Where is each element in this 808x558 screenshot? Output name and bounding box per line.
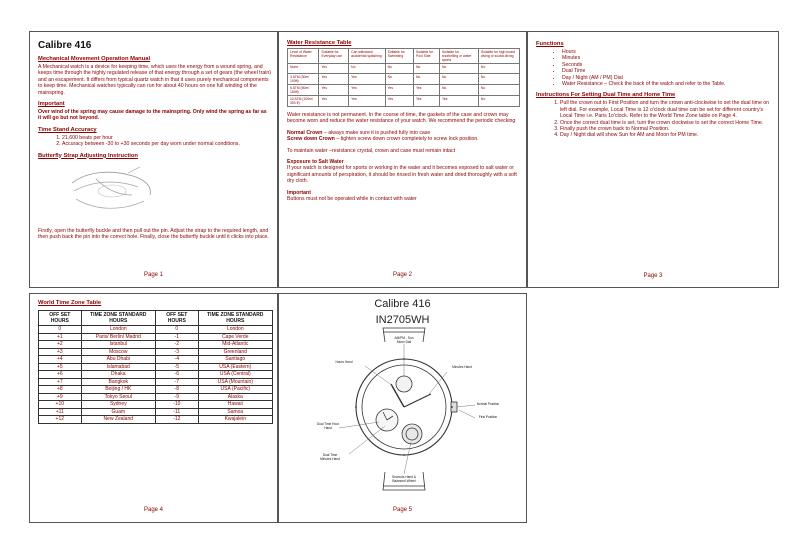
table-cell: Dhaka (81, 371, 155, 379)
table-cell: +12 (39, 416, 82, 424)
table-cell: London (81, 326, 155, 334)
normal-crown-text: – always make sure it is pushed fully into case (322, 129, 431, 136)
strap-heading: Butterfly Strap Adjusting Instruction (38, 152, 138, 159)
table-cell: Moscow (81, 348, 155, 356)
table-cell: Yes (319, 96, 349, 107)
list-item: 1. 21,600 beats per hour (62, 135, 271, 141)
table-cell: Bangkok (81, 378, 155, 386)
table-cell: -11 (155, 408, 198, 416)
table-cell: 3 ATM (30m/ 100ft) (288, 74, 319, 85)
functions-list (536, 49, 772, 87)
page-number: Page 5 (392, 507, 413, 513)
table-cell: -3 (155, 348, 198, 356)
list-item: 3. Finally push the crown back to Normal Position. (560, 126, 772, 132)
table-cell: +2 (39, 341, 82, 349)
table-cell: -2 (155, 341, 198, 349)
table-cell: +1 (39, 333, 82, 341)
table-row (39, 356, 273, 364)
list-item: • Water Resistance – Check the back of the watch and refer to the Table. (562, 81, 772, 87)
page-2 (278, 31, 527, 288)
table-header: OFF SET HOURS (155, 311, 198, 326)
table-cell: No (385, 64, 413, 74)
table-header: TIME ZONE STANDARD HOURS (81, 311, 155, 326)
water-resistance-table (287, 48, 520, 107)
list-item: 2. Accuracy between -30 to +30 seconds per day worn under normal conditions. (62, 141, 271, 147)
table-cell: 0 (39, 326, 82, 334)
table-cell: No (439, 85, 478, 96)
table-header: Suitable for high board diving or scuba diving (478, 49, 519, 64)
table-cell: -9 (155, 393, 198, 401)
table-cell: No (439, 74, 478, 85)
table-cell: Sydney (81, 401, 155, 409)
important-text: Over wind of the spring may cause damage to the mainspring. Only wind the spring as far as it will go but not beyond. (38, 109, 267, 122)
page-number: Page 3 (643, 273, 663, 279)
table-row (39, 386, 273, 394)
table-header: OFF SET HOURS (39, 311, 82, 326)
seconds-hand-label: Seconds Hand & Balanced Wheel (392, 475, 416, 483)
table-row (39, 363, 273, 371)
table-header: TIME ZONE STANDARD HOURS (198, 311, 272, 326)
mechanical-heading: Mechanical Movement Operation Manual (38, 56, 151, 62)
time-stand-heading: Time Stand Accuracy (38, 126, 97, 133)
page-4 (29, 293, 278, 523)
screw-crown-line (287, 136, 520, 142)
table-cell: Yes (413, 85, 439, 96)
list-item: 1. Pull the crown out to First Position and turn the crown anti-clockwise to set the dual time on left dial. For example, Local Time is 12 o'clock dual time can be set for different country's Local Time i.e. Paris 1o'clock. Refer to the World Time Zone table on Page 4. (560, 100, 772, 119)
table-cell: +4 (39, 356, 82, 364)
list-item: • Seconds (562, 62, 772, 68)
salt-water-text: If your watch is designed for sports or working in the water and it becomes exposed to salt water or significant amounts of perspiration, it should be rinsed in fresh water and dried thoroughly with a soft dry cloth. (287, 165, 517, 185)
table-row (39, 348, 273, 356)
table-cell: No (478, 64, 519, 74)
important-text: Buttons must not be operated while in contact with water (287, 196, 417, 203)
list-item: 4. Day / Night dial will show Sun for AM and Moon for PM time. (560, 132, 772, 138)
table-cell: Alaska (198, 393, 272, 401)
table-cell: Mid-Atlantic (198, 341, 272, 349)
salt-water-heading: Exposure to Salt Water (287, 159, 344, 166)
watch-diagram (279, 324, 528, 494)
table-cell: +5 (39, 363, 82, 371)
table-header: Suitable for Pool Side (413, 49, 439, 64)
list-item: 2. Once the correct dual time is set, turn the crown clockwise to set the correct Home Time. (560, 120, 772, 126)
table-cell: Paris/ Berlin/ Madrid (81, 333, 155, 341)
table-row (39, 341, 273, 349)
functions-heading: Functions (536, 41, 564, 47)
table-header: Suitable for Swimming (385, 49, 413, 64)
mechanical-text: A Mechanical watch is a device for keeping time, which uses the energy from a wound spring, and keeps time through the highly regulated release of that energy through a set of gears (the wheel train) and an escapement. It differs from typical quartz watch in that it uses purely mechanical components to keep time. Mechanical watches typically can run for about 40 hours on one full winding of the mainspring. (38, 64, 272, 96)
normal-position-label: Normal Position (476, 402, 500, 406)
table-cell: No (349, 64, 385, 74)
table-cell: -6 (155, 371, 198, 379)
screw-crown-label: Screw down Crown (287, 136, 335, 143)
table-cell: USA (Central) (198, 371, 272, 379)
table-cell: -4 (155, 356, 198, 364)
table-cell: +11 (39, 408, 82, 416)
table-cell: 5 ATM (50m/ 150ft) (288, 85, 319, 96)
minutes-hand-label: Minutes Hand (452, 365, 472, 369)
dual-time-hour-label: Dual Time Hour Hand (316, 422, 340, 430)
dual-time-minutes-label: Dual Time Minutes Hand (320, 453, 340, 461)
page-3 (527, 31, 779, 288)
table-header: Suitable for Everyday use (319, 49, 349, 64)
table-cell: -5 (155, 363, 198, 371)
list-item: • Hours (562, 49, 772, 55)
page-number: Page 2 (392, 272, 413, 278)
table-cell: Yes (439, 96, 478, 107)
hours-hand-label: Hours Hand (335, 360, 353, 364)
ampm-dial-label: AM/PM - Sun Moon Dial (394, 336, 414, 344)
table-cell: Abu Dhabi (81, 356, 155, 364)
table-cell: +7 (39, 378, 82, 386)
table-cell: Yes (349, 74, 385, 85)
table-cell: Yes (413, 96, 439, 107)
table-cell: Hawaii (198, 401, 272, 409)
table-cell: 0 (155, 326, 198, 334)
table-row (39, 393, 273, 401)
table-cell: -8 (155, 386, 198, 394)
butterfly-strap-illustration (66, 165, 156, 217)
table-row (288, 96, 520, 107)
table-cell: Tokyo Seoul (81, 393, 155, 401)
time-stand-list (38, 135, 271, 148)
world-time-heading: World Time Zone Table (38, 300, 102, 306)
table-cell: Beijing / HK (81, 386, 155, 394)
table-cell: +9 (39, 393, 82, 401)
important-heading: Important (38, 101, 65, 108)
table-cell: Yes (319, 85, 349, 96)
table-cell: USA (Mountain) (198, 378, 272, 386)
table-cell: Yes (385, 85, 413, 96)
strap-text: Firstly, open the butterfly buckle and then pull out the pin. Adjust the strap to the required length, and then push back the pin into the correct hole. Finally, close the butterfly buckle until it clicks into place. (38, 227, 269, 241)
watch-title: Calibre 416 (374, 298, 431, 310)
table-cell: USA (Pacific) (198, 386, 272, 394)
table-header: Suitable for snorkelling or water sports (439, 49, 478, 64)
table-cell: 10 ATM (100m/ 300 ft) (288, 96, 319, 107)
table-cell: Yes (349, 96, 385, 107)
table-row (39, 371, 273, 379)
world-time-zone-table (38, 310, 273, 424)
list-item: • Minutes (562, 55, 772, 61)
table-cell: Santiago (198, 356, 272, 364)
table-cell: No (413, 64, 439, 74)
table-cell: +8 (39, 386, 82, 394)
normal-crown-label: Normal Crown (287, 129, 323, 136)
table-cell: Kwajalein (198, 416, 272, 424)
table-cell: Yes (319, 74, 349, 85)
important-heading: Important (287, 189, 311, 196)
table-cell: Islamabad (81, 363, 155, 371)
table-row (39, 408, 273, 416)
table-cell: +10 (39, 401, 82, 409)
table-cell: None (288, 64, 319, 74)
table-cell: Istanbul (81, 341, 155, 349)
table-row (288, 74, 520, 85)
dual-time-steps (536, 100, 772, 138)
table-cell: Yes (349, 85, 385, 96)
table-cell: -1 (155, 333, 198, 341)
table-row (39, 333, 273, 341)
page-1-title: Calibre 416 (38, 40, 92, 51)
dual-time-heading: Instructions For Setting Dual Time and Home Time (536, 92, 676, 99)
page-5 (278, 293, 527, 523)
water-resistance-text: Water resistance is not permanent. In the course of time, the gaskets of the case and crown may become worn and reduce the water resistance of your watch. We recommend the periodic checking (287, 112, 516, 125)
first-position-label: First Position (478, 415, 498, 419)
table-cell: +6 (39, 371, 82, 379)
list-item: • Day / Night (AM / PM) Dial (562, 75, 772, 81)
table-cell: -7 (155, 378, 198, 386)
table-header: Level of Water Resistance (288, 49, 319, 64)
table-cell: -10 (155, 401, 198, 409)
table-row (288, 49, 520, 64)
watch-model: IN2705WH (375, 314, 430, 326)
table-cell: No (478, 85, 519, 96)
table-header: Can withstand accidental splashing (349, 49, 385, 64)
list-item: • Dual Time (562, 68, 772, 74)
table-cell: Yes (319, 64, 349, 74)
table-cell: London (198, 326, 272, 334)
page-number: Page 4 (143, 507, 164, 513)
page-1 (29, 31, 278, 288)
table-cell: Cape Verde (198, 333, 272, 341)
table-cell: No (413, 74, 439, 85)
table-cell: No (478, 74, 519, 85)
table-row (39, 378, 273, 386)
table-cell: No (385, 74, 413, 85)
page-number: Page 1 (143, 272, 164, 278)
table-cell: Yes (385, 96, 413, 107)
table-row (39, 311, 273, 326)
table-cell: Greenland (198, 348, 272, 356)
table-row (288, 85, 520, 96)
table-row (39, 401, 273, 409)
table-cell: No (439, 64, 478, 74)
maintain-text: To maintain water –resistance crystal, crown and case must remain intact (287, 147, 456, 154)
table-cell: New Zealand (81, 416, 155, 424)
screw-crown-text: – tighten screw down crown completely to screw lock position. (334, 136, 479, 143)
table-cell: Guam (81, 408, 155, 416)
water-table-heading: Water Resistance Table (287, 40, 352, 46)
table-cell: Samoa (198, 408, 272, 416)
table-cell: +3 (39, 348, 82, 356)
table-cell: -12 (155, 416, 198, 424)
table-row (288, 64, 520, 74)
table-cell: No (478, 96, 519, 107)
table-cell: USA (Eastern) (198, 363, 272, 371)
table-row (39, 416, 273, 424)
table-row (39, 326, 273, 334)
